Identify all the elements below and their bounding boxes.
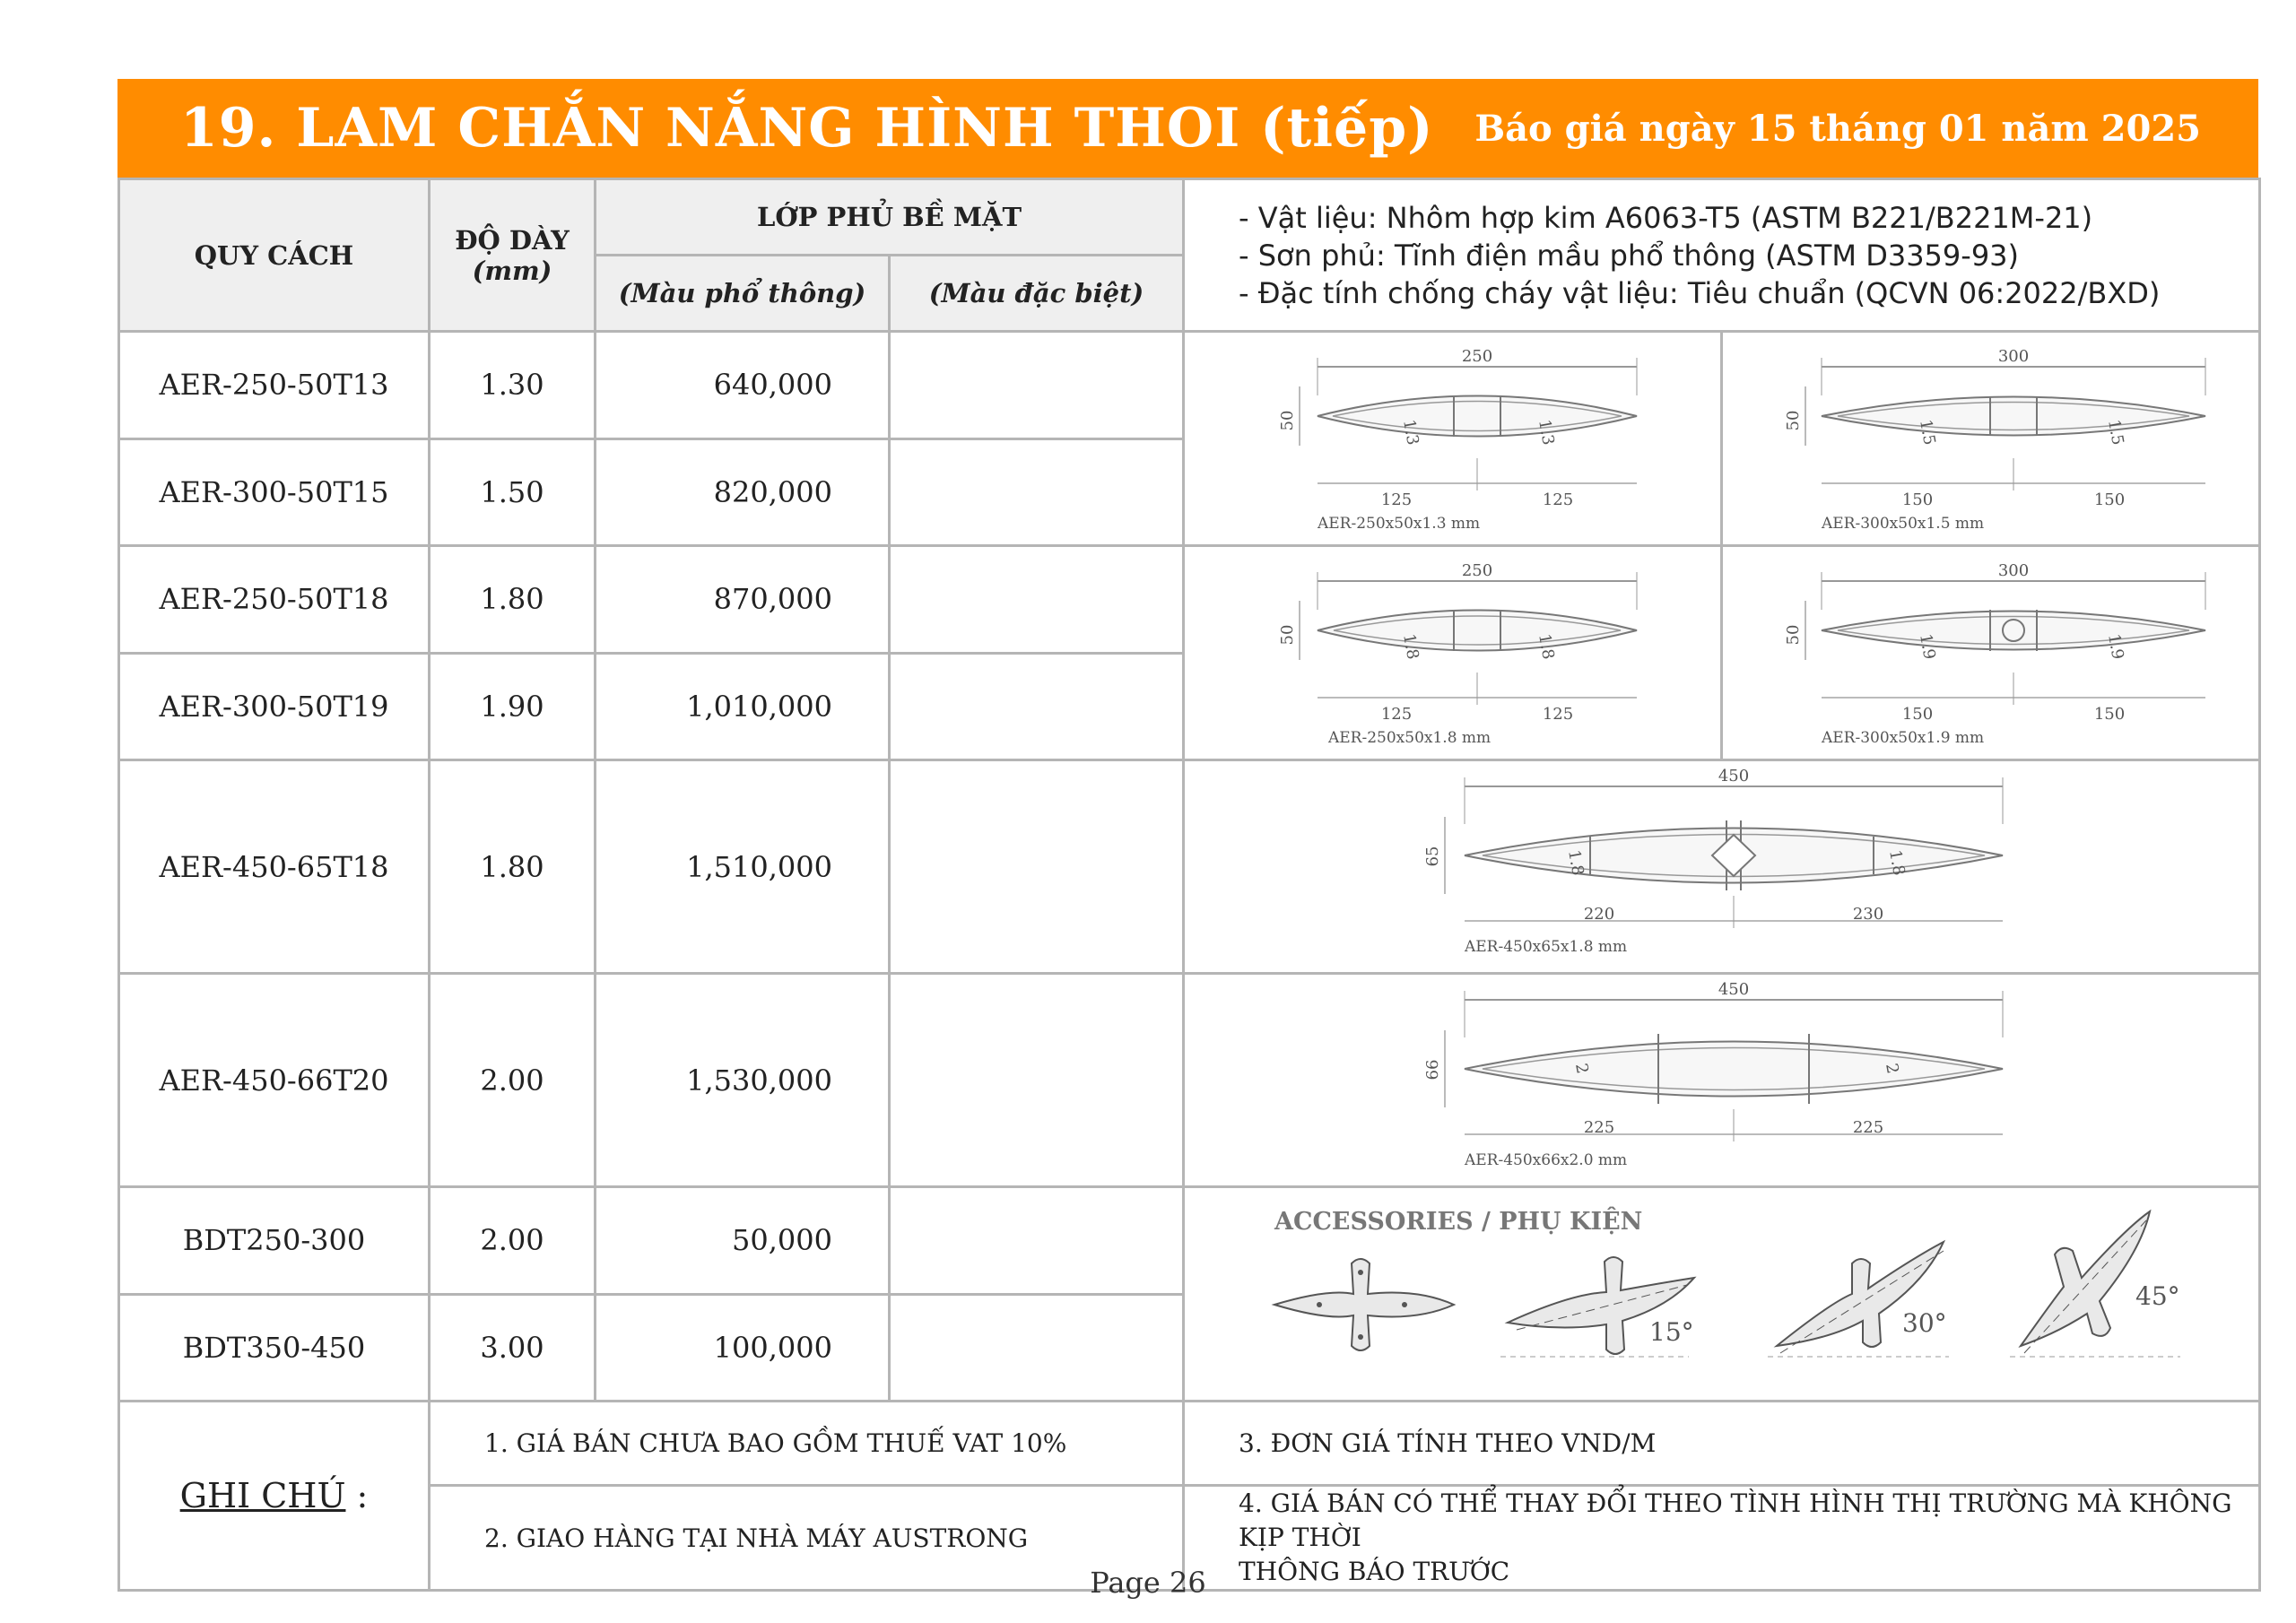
material-notes: [1184, 179, 2260, 332]
row-price: 1,010,000: [596, 653, 890, 760]
dim-half-right: 125: [1542, 705, 1574, 724]
row-special-price: [890, 438, 1184, 546]
material-note: - Đặc tính chống cháy vật liệu: Tiêu chuẩn (QCVN 06:2022/BXD): [1239, 275, 2161, 310]
dim-height: 50: [1278, 624, 1298, 646]
dim-thickness: 1.8: [1535, 632, 1558, 662]
row-price: 1,510,000: [596, 760, 890, 974]
row-price: 50,000: [596, 1187, 890, 1295]
price-sheet: [117, 79, 2258, 1592]
profile-svg: [1185, 975, 2256, 1182]
dim-half-left: 225: [1583, 1118, 1615, 1137]
row-spec: BDT250-300: [119, 1187, 430, 1295]
profile-drawing-250x50x1-3: [1184, 332, 1722, 546]
row-price: 1,530,000: [596, 974, 890, 1187]
row-thickness: 1.50: [430, 438, 596, 546]
row-special-price: [890, 760, 1184, 974]
row-spec: AER-450-65T18: [119, 760, 430, 974]
row-price: 100,000: [596, 1294, 890, 1402]
profile-drawing-300x50x1-5: [1722, 332, 2260, 546]
row-special-price: [890, 332, 1184, 439]
note-3: 3. ĐƠN GIÁ TÍNH THEO VND/M: [1184, 1402, 2260, 1486]
dim-thickness: 1.3: [1535, 418, 1558, 447]
row-thickness: 3.00: [430, 1294, 596, 1402]
dim-width: 300: [1997, 347, 2030, 366]
dim-half-left: 220: [1583, 905, 1615, 924]
row-thickness: 1.90: [430, 653, 596, 760]
dim-thickness: 1.8: [1564, 848, 1587, 878]
title-banner: [117, 79, 2258, 178]
profile-caption: AER-300x50x1.5 mm: [1822, 515, 1985, 533]
angle-label: 30°: [1902, 1308, 1947, 1338]
profile-svg: [1723, 333, 2256, 541]
dim-half-left: 150: [1901, 705, 1934, 724]
dim-height: 66: [1423, 1059, 1443, 1081]
accessories-panel: [1184, 1187, 2260, 1402]
notes-row: [119, 1402, 2260, 1486]
profile-caption: AER-450x65x1.8 mm: [1465, 938, 1628, 956]
dim-half-right: 125: [1542, 490, 1574, 509]
profile-caption: AER-250x50x1.8 mm: [1328, 729, 1492, 747]
profile-drawing-450x66x2-0: [1184, 974, 2260, 1187]
row-spec: AER-450-66T20: [119, 974, 430, 1187]
table-row: [119, 546, 2260, 654]
row-special-price: [890, 653, 1184, 760]
dim-thickness: 1.8: [1885, 848, 1909, 878]
note-1: 1. GIÁ BÁN CHƯA BAO GỒM THUẾ VAT 10%: [430, 1402, 1184, 1486]
dim-width: 300: [1997, 561, 2030, 580]
col-header-common-color: (Màu phổ thông): [596, 256, 890, 332]
row-spec: AER-250-50T18: [119, 546, 430, 654]
dim-width: 250: [1461, 561, 1493, 580]
dim-half-left: 125: [1380, 705, 1413, 724]
profile-svg: [1723, 547, 2256, 755]
dim-half-left: 150: [1901, 490, 1934, 509]
table-row: [119, 974, 2260, 1187]
dim-height: 50: [1784, 624, 1804, 646]
row-thickness: 1.80: [430, 760, 596, 974]
row-price: 820,000: [596, 438, 890, 546]
dim-thickness: 1.3: [1399, 418, 1422, 447]
row-special-price: [890, 546, 1184, 654]
notes-label-colon: :: [345, 1476, 369, 1515]
note-2: 2. GIAO HÀNG TẠI NHÀ MÁY AUSTRONG: [430, 1486, 1184, 1591]
profile-svg: [1185, 761, 2256, 968]
page-number: Page 26: [1090, 1566, 1206, 1600]
table-row: [119, 760, 2260, 974]
profile-svg: [1185, 333, 1718, 541]
section-title: 19. LAM CHẮN NẮNG HÌNH THOI (tiếp): [180, 97, 1434, 160]
col-header-spec: QUY CÁCH: [119, 179, 430, 332]
accessories-svg: [1185, 1188, 2256, 1396]
row-special-price: [890, 1187, 1184, 1295]
dim-width: 450: [1718, 767, 1750, 785]
quote-date: Báo giá ngày 15 tháng 01 năm 2025: [1474, 107, 2201, 150]
row-thickness: 1.30: [430, 332, 596, 439]
row-price: 640,000: [596, 332, 890, 439]
row-spec: BDT350-450: [119, 1294, 430, 1402]
notes-label: [119, 1402, 430, 1591]
col-header-thickness: [430, 179, 596, 332]
angle-label: 45°: [2135, 1281, 2180, 1311]
bracket-flat-icon: [1274, 1259, 1454, 1350]
dim-thickness: 1.5: [2104, 418, 2127, 447]
dim-height: 50: [1278, 410, 1298, 431]
angle-label: 15°: [1649, 1317, 1694, 1347]
profile-caption: AER-450x66x2.0 mm: [1465, 1151, 1628, 1169]
profile-svg: [1185, 547, 1718, 755]
dim-width: 250: [1461, 347, 1493, 366]
notes-label-text: GHI CHÚ: [179, 1476, 346, 1515]
dim-thickness: 1.8: [1399, 632, 1422, 662]
dim-thickness: 2: [1882, 1062, 1902, 1076]
row-special-price: [890, 1294, 1184, 1402]
dim-half-right: 225: [1852, 1118, 1884, 1137]
dim-height: 65: [1423, 846, 1443, 867]
material-note: - Sơn phủ: Tĩnh điện mầu phổ thông (ASTM D3359-93): [1239, 238, 2020, 273]
dim-thickness: 2: [1571, 1062, 1592, 1076]
profile-drawing-250x50x1-8: [1184, 546, 1722, 760]
dim-thickness: 1.9: [2104, 632, 2127, 662]
row-thickness: 2.00: [430, 1187, 596, 1295]
row-spec: AER-300-50T15: [119, 438, 430, 546]
col-header-special-color: (Màu đặc biệt): [890, 256, 1184, 332]
col-header-coating: LỚP PHỦ BỀ MẶT: [596, 179, 1184, 256]
profile-drawing-450x65x1-8: [1184, 760, 2260, 974]
bracket-45-degree-icon: [2010, 1211, 2180, 1357]
row-price: 870,000: [596, 546, 890, 654]
bracket-30-degree-icon: [1768, 1242, 1949, 1357]
table-row: [119, 1187, 2260, 1295]
row-thickness: 2.00: [430, 974, 596, 1187]
dim-thickness: 1.9: [1916, 632, 1939, 662]
profile-caption: AER-250x50x1.3 mm: [1318, 515, 1481, 533]
row-special-price: [890, 974, 1184, 1187]
row-thickness: 1.80: [430, 546, 596, 654]
price-table: [117, 178, 2261, 1592]
row-spec: AER-250-50T13: [119, 332, 430, 439]
dim-height: 50: [1784, 410, 1804, 431]
table-row: [119, 332, 2260, 439]
material-note: - Vật liệu: Nhôm hợp kim A6063-T5 (ASTM B221/B221M-21): [1239, 200, 2093, 235]
dim-half-left: 125: [1380, 490, 1413, 509]
bracket-15-degree-icon: [1500, 1257, 1694, 1357]
dim-width: 450: [1718, 980, 1750, 999]
thickness-unit: (mm): [472, 255, 552, 286]
dim-half-right: 150: [2093, 490, 2126, 509]
dim-half-right: 230: [1852, 905, 1884, 924]
dim-half-right: 150: [2093, 705, 2126, 724]
profile-drawing-300x50x1-9: [1722, 546, 2260, 760]
thickness-label: ĐỘ DÀY: [455, 224, 570, 256]
accessories-title: ACCESSORIES / PHỤ KIỆN: [1274, 1208, 1643, 1236]
row-spec: AER-300-50T19: [119, 653, 430, 760]
profile-caption: AER-300x50x1.9 mm: [1822, 729, 1985, 747]
note-4-line: THÔNG BÁO TRƯỚC: [1239, 1557, 1510, 1586]
dim-thickness: 1.5: [1916, 418, 1939, 447]
note-4-line: 4. GIÁ BÁN CÓ THỂ THAY ĐỔI THEO TÌNH HÌNH THỊ TRƯỜNG MÀ KHÔNG KỊP THỜI: [1239, 1488, 2232, 1552]
